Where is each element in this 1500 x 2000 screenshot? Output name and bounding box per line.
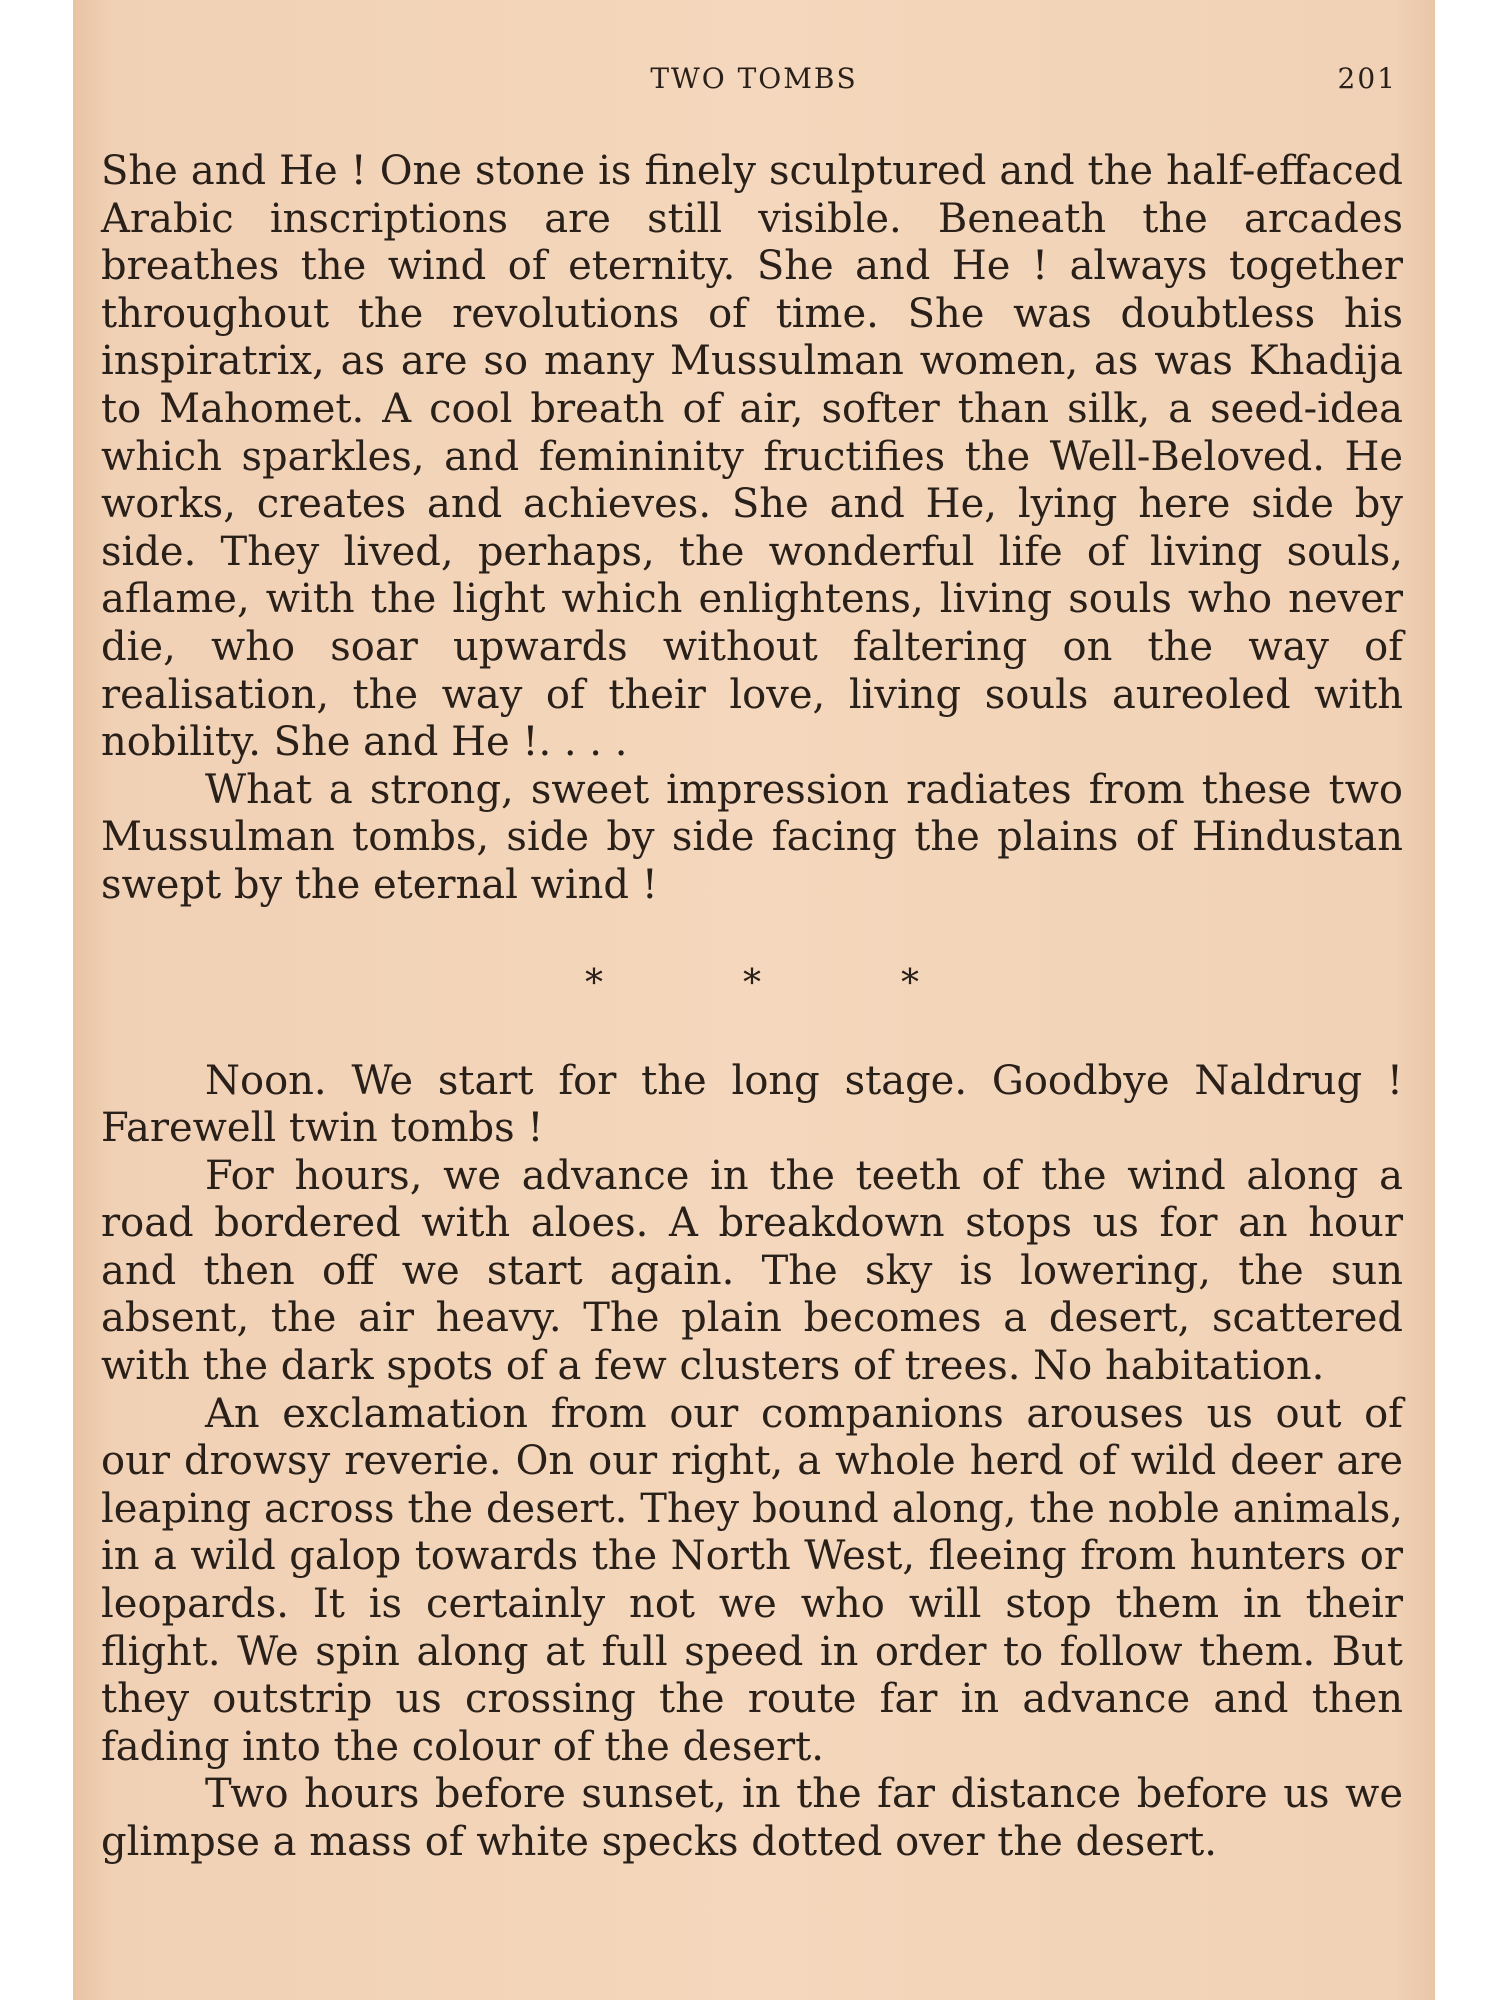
separator-star-2: * — [743, 962, 761, 1004]
separator-star-3: * — [901, 962, 919, 1004]
page-number: 201 — [1337, 62, 1397, 95]
running-head — [73, 62, 1435, 102]
section-separator — [101, 910, 1403, 1058]
running-title: TWO TOMBS — [650, 62, 858, 95]
paragraph-6: Two hours before sunset, in the far distance before us we glimpse a mass of white specks dotted over the desert. — [101, 1771, 1403, 1865]
separator-star-1: * — [585, 962, 603, 1004]
body-text — [101, 148, 1403, 1867]
paragraph-4: For hours, we advance in the teeth of the wind along a road bordered with aloes. A breakdown stops us for an hour and then off we start again. The sky is lowering, the sun absent, the air heavy. The plain becomes a desert, scattered with the dark spots of a few clusters of trees. No habitation. — [101, 1152, 1403, 1390]
book-page — [73, 0, 1435, 2000]
paragraph-3: Noon. We start for the long stage. Goodbye Naldrug ! Farewell twin tombs ! — [101, 1057, 1403, 1152]
paragraph-2: What a strong, sweet impression radiates from these two Mussulman tombs, side by side facing the plains of Hindustan swept by the eternal wind ! — [101, 766, 1403, 908]
paragraph-1: She and He ! One stone is finely sculptured and the half-effaced Arabic inscriptions are still visible. Beneath the arcades breathes the wind of eternity. She and He ! always together throughout the revolutions of time. She was doubtless his inspiratrix, as are so many Mussulman women, as was Khadija to Mahomet. A cool breath of air, softer than silk, a seed-idea which sparkles, and femininity fructifies the Well-Beloved. He works, creates and achieves. She and He, lying here side by side. They lived, perhaps, the wonderful life of living souls, aflame, with the light which enlightens, living souls who never die, who soar upwards without faltering on the way of realisation, the way of their love, living souls aureoled with nobility. She and He !. . . . — [101, 148, 1403, 766]
paragraph-5: An exclamation from our companions arouses us out of our drowsy reverie. On our right, a whole herd of wild deer are leaping across the desert. They bound along, the noble animals, in a wild galop towards the North West, fleeing from hunters or leopards. It is certainly not we who will stop them in their flight. We spin along at full speed in order to follow them. But they outstrip us crossing the route far in advance and then fading into the colour of the desert. — [101, 1390, 1403, 1770]
